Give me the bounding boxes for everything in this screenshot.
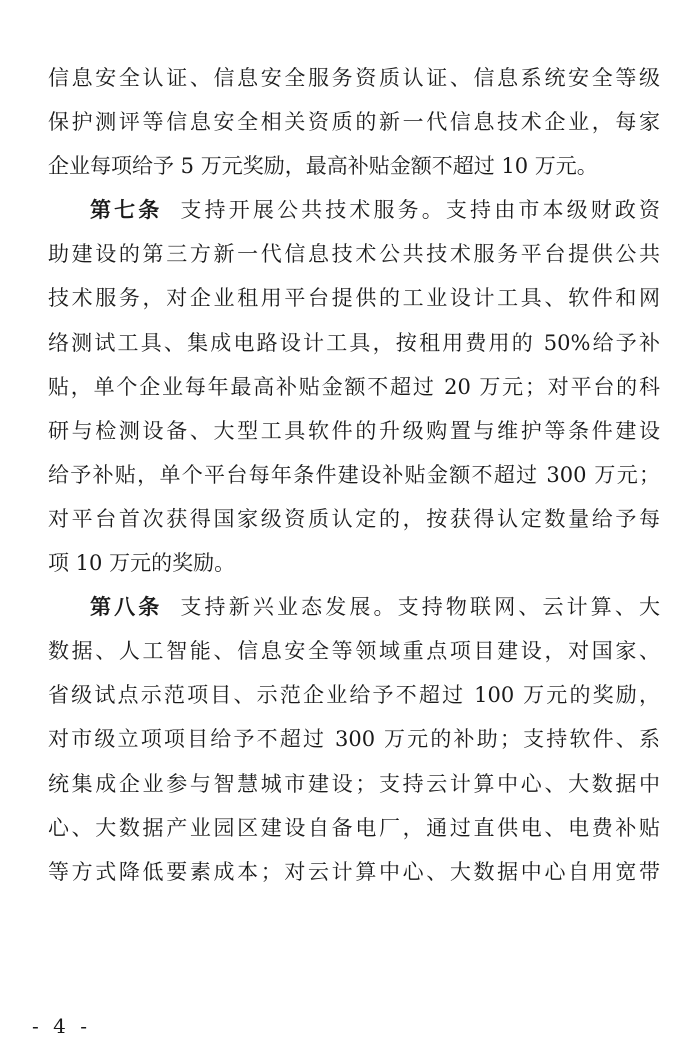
paragraph-line: 心、大数据产业园区建设自备电厂，通过直供电、电费补贴 [48,815,660,840]
paragraph-line: 等方式降低要素成本；对云计算中心、大数据中心自用宽带 [48,859,660,884]
paragraph-line: 省级试点示范项目、示范企业给予不超过 100 万元的奖励， [48,683,660,708]
article-8-label: 第八条 [90,595,163,620]
paragraph-line: 技术服务，对企业租用平台提供的工业设计工具、软件和网 [48,286,660,311]
paragraph-line: 统集成企业参与智慧城市建设；支持云计算中心、大数据中 [48,771,660,796]
paragraph-line: 助建设的第三方新一代信息技术公共技术服务平台提供公共 [48,242,660,267]
paragraph-line: 项 10 万元的奖励。 [48,551,236,576]
paragraph-line: 企业每项给予 5 万元奖励，最高补贴金额不超过 10 万元。 [48,154,598,179]
page-number: - 4 - [32,1014,91,1038]
paragraph-line: 对市级立项项目给予不超过 300 万元的补助；支持软件、系 [48,727,660,752]
article-7-heading-text: 支持开展公共技术服务。支持由市本级财政资 [180,198,660,223]
paragraph-line: 信息安全认证、信息安全服务资质认证、信息系统安全等级 [48,66,660,90]
body-text [48,56,660,894]
paragraph-line: 研与检测设备、大型工具软件的升级购置与维护等条件建设 [48,418,660,443]
article-7-first-line [48,188,660,232]
paragraph-line: 络测试工具、集成电路设计工具，按租用费用的 50%给予补 [48,330,660,355]
paragraph-line: 保护测评等信息安全相关资质的新一代信息技术企业，每家 [48,110,660,135]
paragraph-line: 贴，单个企业每年最高补贴金额不超过 20 万元；对平台的科 [48,374,660,399]
article-7-label: 第七条 [90,198,163,223]
article-8-first-line [48,585,660,629]
article-8-heading-text: 支持新兴业态发展。支持物联网、云计算、大 [180,595,660,620]
paragraph-line: 数据、人工智能、信息安全等领域重点项目建设，对国家、 [48,639,660,664]
paragraph-line: 给予补贴，单个平台每年条件建设补贴金额不超过 300 万元； [48,462,660,487]
paragraph-line: 对平台首次获得国家级资质认定的，按获得认定数量给予每 [48,506,660,531]
